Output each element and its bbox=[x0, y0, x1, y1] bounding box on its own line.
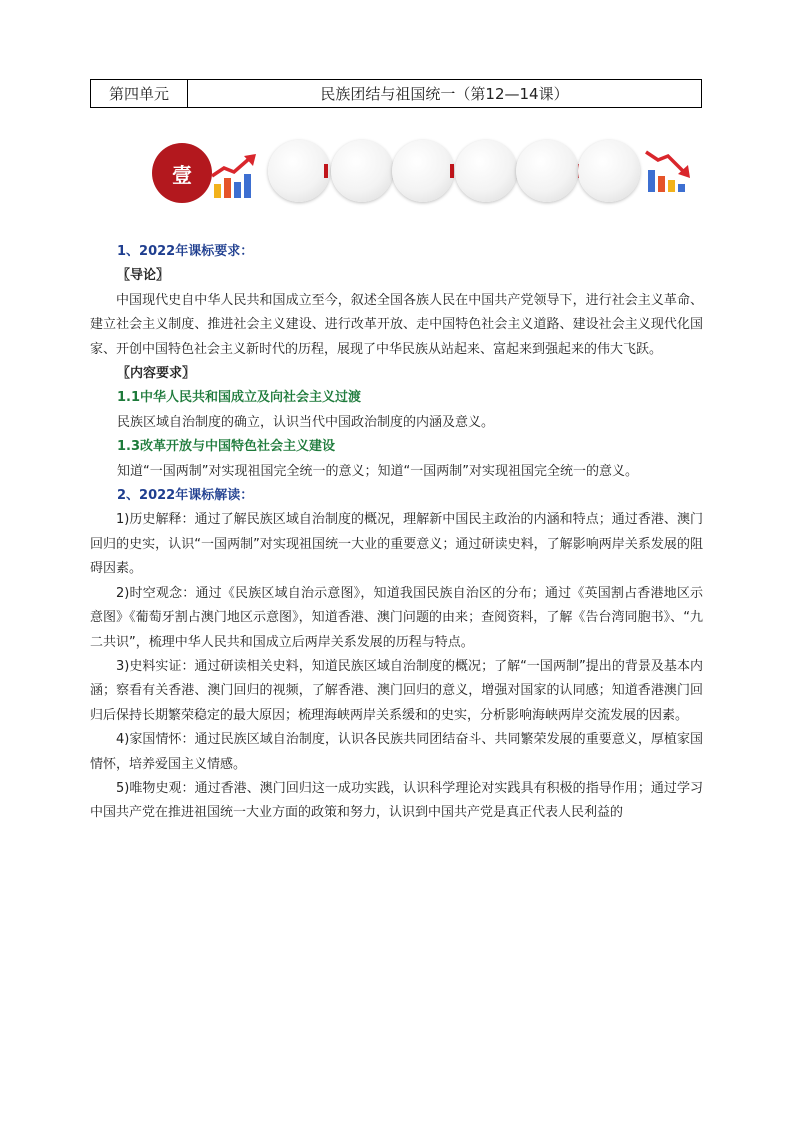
intro-label: 〖导论〗 bbox=[117, 268, 170, 284]
interpretation-item: 1)历史解释：通过了解民族区域自治制度的概况，理解新中国民主政治的内涵和特点；通过香港、澳门回归的史实，认识“一国两制”对实现祖国统一大业的重要意义；通过研读史料，了解影响两岸关系发展的阻碍因素。 bbox=[90, 512, 703, 577]
interpretation-item: 4)家国情怀：通过民族区域自治制度，认识各民族共同团结奋斗、共同繁荣发展的重要意义，厚植家国情怀，培养爱国主义情感。 bbox=[90, 732, 703, 772]
unit-topic: 民族团结与祖国统一（第12—14课） bbox=[320, 85, 569, 103]
chart-down-icon bbox=[644, 148, 692, 194]
intro-paragraph: 中国现代史自中华人民共和国成立至今，叙述全国各族人民在中国共产党领导下，进行社会主义革命、建立社会主义制度、推进社会主义建设、进行改革开放、走中国特色社会主义道路、建设社会主义现代化国家、开创中国特色社会主义新时代的历程，展现了中华民族从站起来、富起来到强起来的伟大飞跃。 bbox=[90, 292, 703, 357]
interpretation-item: 5)唯物史观：通过香港、澳门回归这一成功实践，认识科学理论对实践具有积极的指导作用；通过学习中国共产党在推进祖国统一大业方面的政策和努力，认识到中国共产党是真正代表人民利益的 bbox=[90, 780, 703, 821]
subsection-1-1-text: 民族区域自治制度的确立，认识当代中国政治制度的内涵及意义。 bbox=[117, 414, 495, 430]
interpretation-item: 2)时空观念：通过《民族区域自治示意图》，知道我国民族自治区的分布；通过《英国割占香港地区示意图》《葡萄牙割占澳门地区示意图》，知道香港、澳门问题的由来；查阅资料，了解《告台湾同胞书》、“九二共识”，梳理中华人民共和国成立后两岸关系发展的历程与特点。 bbox=[90, 585, 703, 650]
banner-circle bbox=[331, 140, 393, 202]
document-body bbox=[90, 240, 703, 826]
section-number-badge: 壹 bbox=[152, 143, 212, 203]
chart-up-icon bbox=[210, 154, 258, 200]
banner-circle bbox=[268, 140, 330, 202]
section-2-heading: 2、2022年课标解读： bbox=[117, 488, 254, 504]
section-banner bbox=[150, 136, 695, 206]
banner-circle bbox=[578, 140, 640, 202]
banner-fragment bbox=[450, 164, 454, 178]
interpretation-item: 3)史料实证：通过研读相关史料，知道民族区域自治制度的概况；了解“一国两制”提出的背景及基本内涵；察看有关香港、澳门回归的视频，了解香港、澳门回归的意义，增强对国家的认同感；知道香港澳门回归后保持长期繁荣稳定的最大原因；梳理海峡两岸关系缓和的史实，分析影响海峡两岸交流发展的因素。 bbox=[90, 658, 703, 723]
banner-fragment bbox=[324, 164, 328, 178]
banner-circle bbox=[455, 140, 517, 202]
banner-circle bbox=[392, 140, 454, 202]
section-1-heading: 1、2022年课标要求： bbox=[117, 244, 254, 259]
subsection-1-1-title: 1.1中华人民共和国成立及向社会主义过渡 bbox=[117, 390, 362, 406]
subsection-1-3-title: 1.3改革开放与中国特色社会主义建设 bbox=[117, 439, 336, 455]
unit-label: 第四单元 bbox=[91, 80, 188, 107]
content-requirements-label: 〖内容要求〗 bbox=[117, 366, 196, 382]
subsection-1-3-text: 知道“一国两制”对实现祖国完全统一的意义；知道“一国两制”对实现祖国完全统一的意义。 bbox=[117, 463, 638, 479]
banner-circle bbox=[516, 140, 578, 202]
unit-header-table bbox=[90, 79, 702, 108]
